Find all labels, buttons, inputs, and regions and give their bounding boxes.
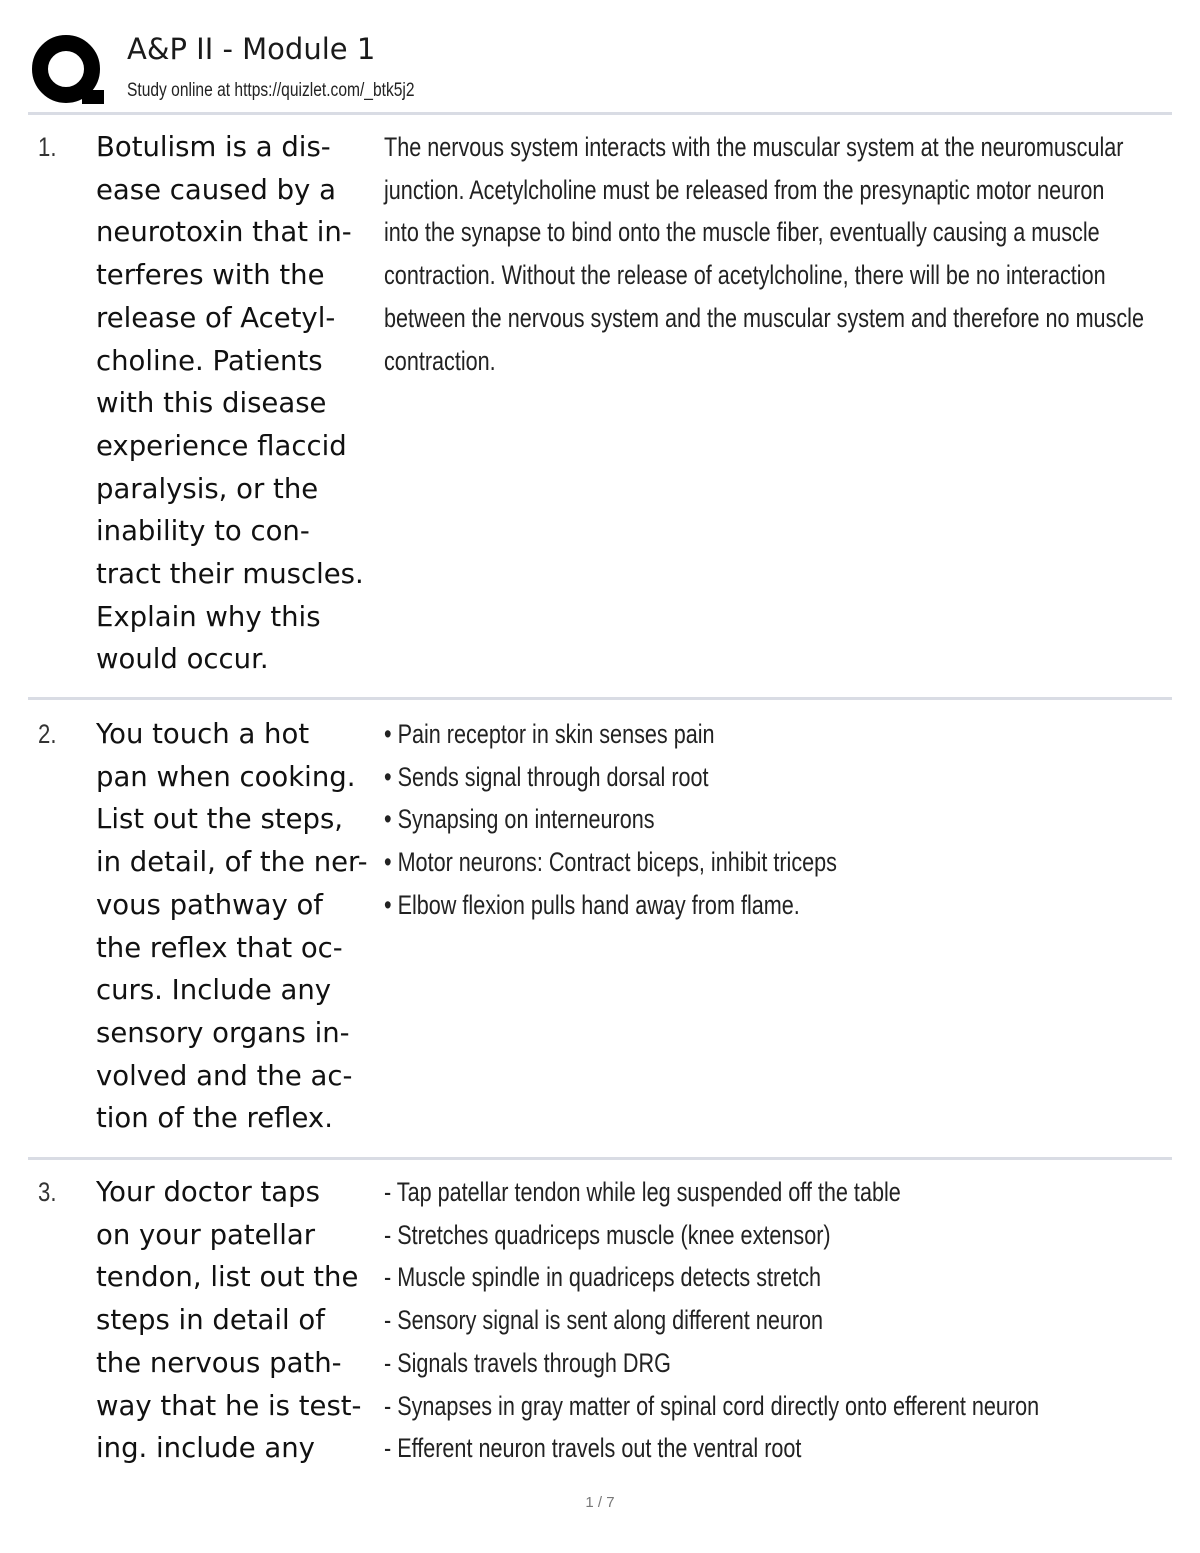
answer-text [384,126,1152,382]
answer-line: contraction. Without the release of acetylcholine, there will be no interaction [384,260,1106,291]
answer-line: • Pain receptor in skin senses pain [384,719,715,749]
question-line: paralysis, or the [96,472,319,505]
question-line: steps in detail of [96,1304,325,1337]
question-text [96,1171,386,1470]
answer-text [384,713,1152,927]
question-line: the nervous path- [96,1346,342,1379]
answer-line: - Sensory signal is sent along different neuron [384,1305,824,1336]
divider [28,1157,1172,1160]
question-line: List out the steps, [96,803,344,836]
quizlet-logo-icon [30,32,106,108]
answer-line: • Motor neurons: Contract biceps, inhibit triceps [384,847,837,878]
answer-line: • Elbow flexion pulls hand away from flame. [384,889,800,920]
answer-line: The nervous system interacts with the muscular system at the neuromuscular [384,132,1124,162]
question-line: sensory organs in- [96,1016,350,1049]
question-line: in detail, of the ner- [96,846,368,879]
answer-line: - Tap patellar tendon while leg suspended off the table [384,1177,901,1207]
study-online-link[interactable]: Study online at https://quizlet.com/_btk5j2 [127,80,415,101]
question-line: Botulism is a dis- [96,131,331,163]
question-line: curs. Include any [96,974,332,1007]
question-line: Your doctor taps [96,1176,320,1208]
question-line: release of Acetyl- [96,301,336,334]
question-line: tract their muscles. [96,558,364,591]
question-text [96,713,386,1140]
question-line: would occur. [96,643,269,676]
question-line: ing. include any [96,1432,315,1465]
card-number: 2. [38,719,57,749]
answer-line: between the nervous system and the muscular system and therefore no muscle [384,302,1144,333]
page-header [30,28,1172,112]
card-number: 3. [38,1177,57,1207]
question-line: terferes with the [96,259,325,292]
answer-line: - Muscle spindle in quadriceps detects stretch [384,1262,822,1293]
question-line: way that he is test- [96,1389,362,1422]
answer-line: • Synapsing on interneurons [384,804,655,835]
question-line: choline. Patients [96,344,323,377]
question-line: neurotoxin that in- [96,216,352,249]
question-line: the reflex that oc- [96,931,343,964]
question-line: tion of the reflex. [96,1102,333,1135]
answer-line: into the synapse to bind onto the muscle fiber, eventually causing a muscle [384,217,1100,248]
answer-line: - Efferent neuron travels out the ventral root [384,1433,802,1464]
answer-line: - Signals travels through DRG [384,1347,671,1378]
page-number: 1 / 7 [585,1494,615,1511]
answer-line: - Stretches quadriceps muscle (knee extensor) [384,1219,831,1250]
divider [28,697,1172,700]
answer-text [384,1171,1152,1470]
question-line: pan when cooking. [96,760,356,793]
question-line: with this disease [96,387,327,420]
question-line: vous pathway of [96,888,323,921]
question-line: volved and the ac- [96,1059,353,1092]
answer-line: - Synapses in gray matter of spinal cord directly onto efferent neuron [384,1390,1040,1421]
question-line: on your patellar [96,1218,316,1251]
answer-line: contraction. [384,345,496,376]
question-line: You touch a hot [96,718,310,750]
answer-line: • Sends signal through dorsal root [384,761,709,792]
divider [28,112,1172,115]
page-title: A&P II - Module 1 [127,32,376,66]
question-line: ease caused by a [96,173,336,206]
question-line: tendon, list out the [96,1261,359,1294]
question-line: experience flaccid [96,429,347,462]
question-text [96,126,386,681]
question-line: Explain why this [96,600,321,633]
answer-line: junction. Acetylcholine must be released from the presynaptic motor neuron [384,174,1105,205]
question-line: inability to con- [96,515,310,548]
card-number: 1. [38,132,57,162]
